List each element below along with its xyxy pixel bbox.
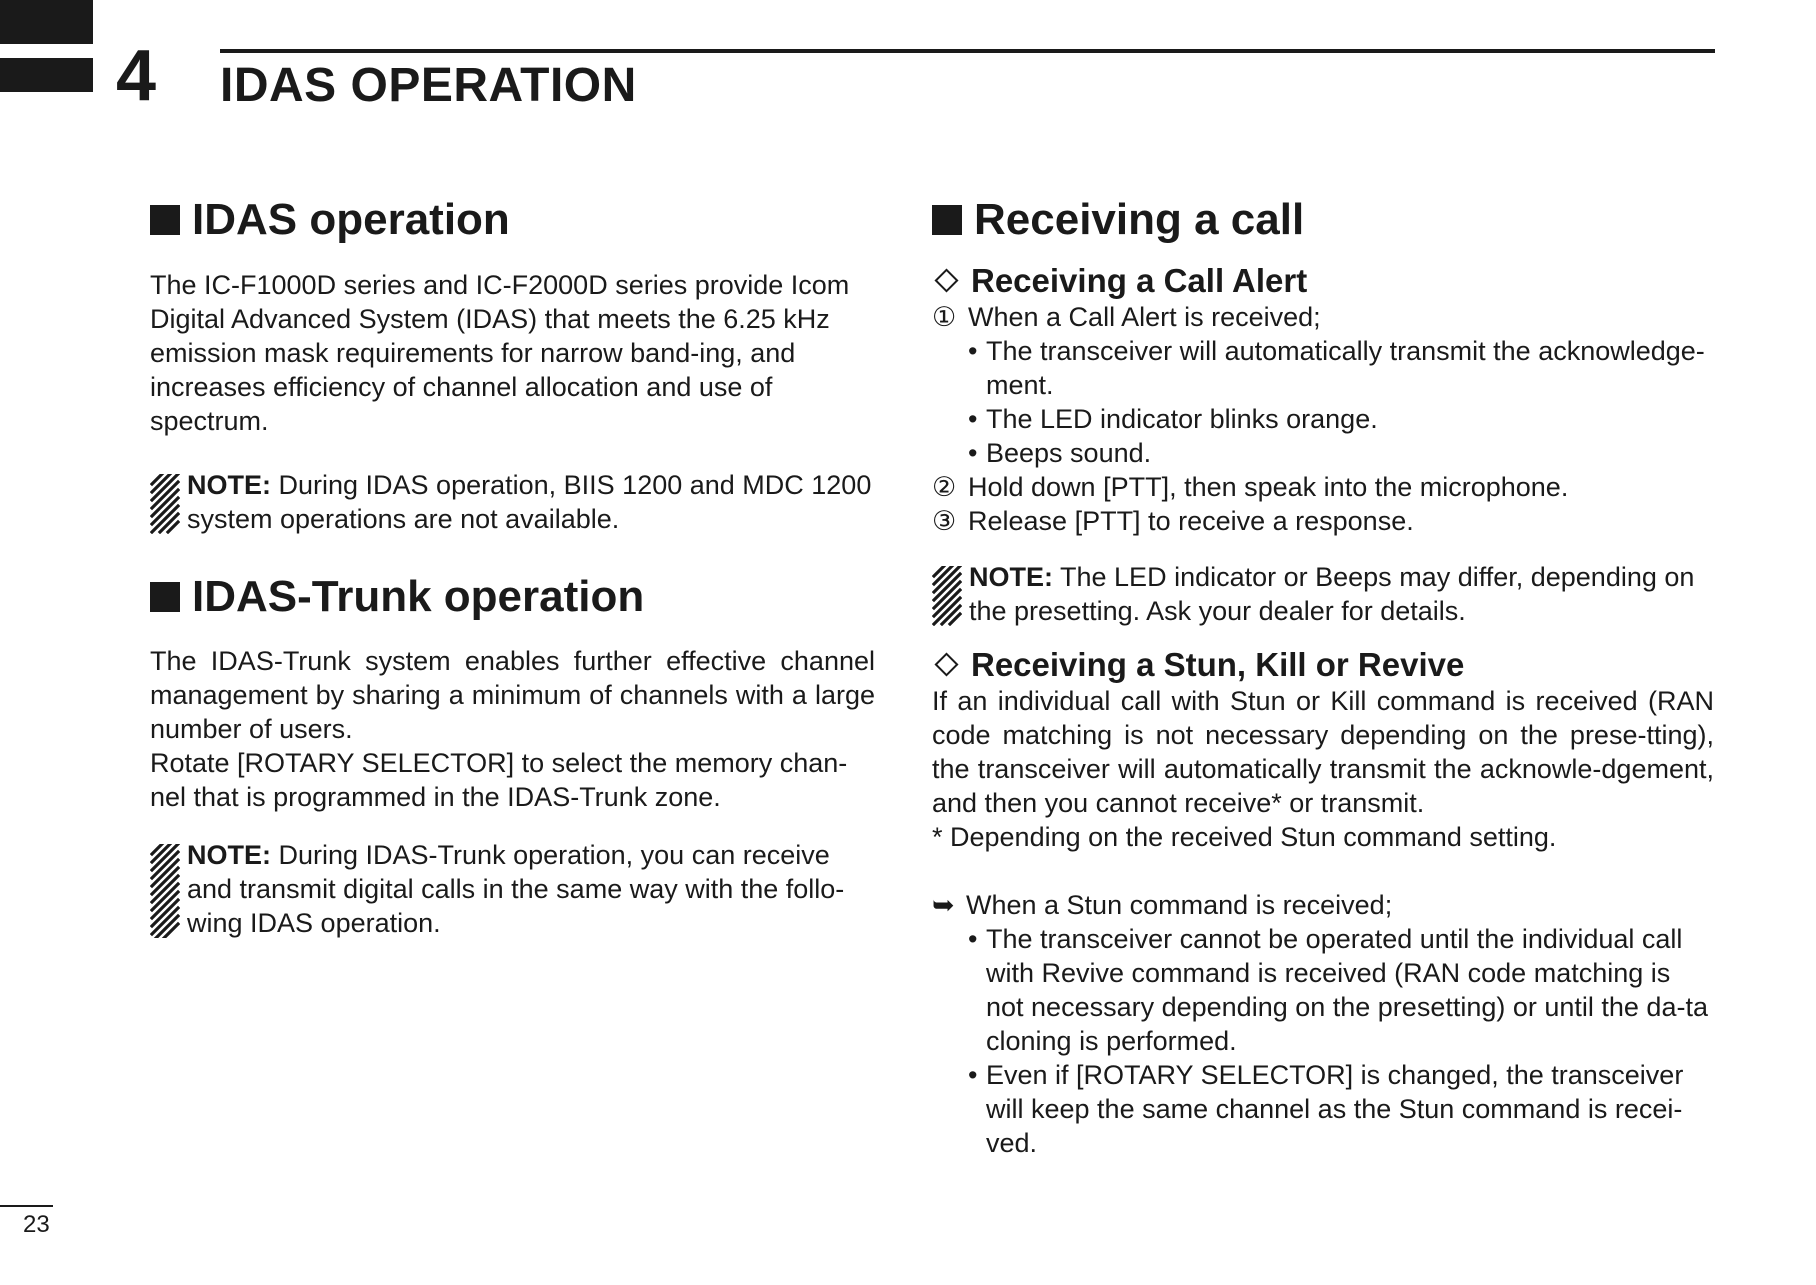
- note-label: NOTE:: [187, 469, 271, 500]
- step-1: [932, 300, 1714, 334]
- list-item: • Even if [ROTARY SELECTOR] is changed, the transceiver will keep the same channel as the Stun command is recei-ved.: [932, 1058, 1714, 1160]
- trunk-description: The IDAS-Trunk system enables further effective channel management by sharing a minimum of channels with a large number of users.: [150, 646, 875, 745]
- arrow-icon: ➥: [932, 889, 955, 920]
- trunk-instruction: Rotate [ROTARY SELECTOR] to select the memory chan-nel that is programmed in the IDAS-Trunk zone.: [150, 748, 848, 813]
- note-text: During IDAS operation, BIIS 1200 and MDC 1200 system operations are not available.: [187, 469, 872, 534]
- list-item: • The LED indicator blinks orange.: [968, 403, 1378, 434]
- step-2: [932, 470, 1714, 504]
- black-square-icon: [150, 582, 180, 612]
- chapter-tab-block-lower: [0, 58, 93, 92]
- subheading-call-alert: [932, 262, 1714, 300]
- subheading-stun-kill-revive: [932, 646, 1714, 684]
- right-column: [932, 195, 1714, 1160]
- list-item-text: The transceiver will automatically transmit the acknowledge-ment.: [986, 335, 1705, 400]
- note-text: During IDAS-Trunk operation, you can receive and transmit digital calls in the same way with the follo-wing IDAS operation.: [187, 840, 845, 939]
- call-alert-note: [932, 560, 1714, 628]
- note-body: [187, 838, 875, 940]
- note-text: The LED indicator or Beeps may differ, depending on the presetting. Ask your dealer for details.: [969, 561, 1695, 626]
- note-hatch-icon: [932, 566, 962, 626]
- note-hatch-icon: [150, 844, 180, 938]
- diamond-icon: [934, 269, 958, 293]
- left-column: [150, 195, 875, 940]
- step-3: [932, 504, 1714, 538]
- note-label: NOTE:: [187, 840, 271, 871]
- section-heading-idas-trunk: [150, 572, 875, 623]
- footer-rule: [0, 1205, 53, 1207]
- section-heading-idas: [150, 195, 875, 246]
- stun-description: If an individual call with Stun or Kill command is received (RAN code matching is not necessary depending on the prese-tting), the transceiver will automatically transmit the acknowle-dgement, and then you cannot receive* or transmit.: [932, 685, 1714, 818]
- step-number: ②: [932, 471, 957, 502]
- section-heading-receiving-call: [932, 195, 1714, 246]
- idas-note: [150, 468, 875, 536]
- step-text: Hold down [PTT], then speak into the microphone.: [968, 471, 1569, 502]
- section-heading-text: IDAS operation: [192, 195, 510, 244]
- subheading-text: Receiving a Call Alert: [971, 261, 1308, 299]
- list-item: • Beeps sound.: [968, 437, 1152, 468]
- black-square-icon: [932, 205, 962, 235]
- trunk-note: [150, 838, 875, 940]
- note-body: [969, 560, 1714, 628]
- black-square-icon: [150, 205, 180, 235]
- note-label: NOTE:: [969, 561, 1053, 592]
- chapter-tab-block: [0, 0, 93, 44]
- section-heading-text: IDAS-Trunk operation: [192, 571, 645, 621]
- list-item-text: Even if [ROTARY SELECTOR] is changed, the transceiver will keep the same channel as the Stun command is recei-ved.: [986, 1059, 1684, 1158]
- diamond-icon: [934, 653, 958, 677]
- idas-description: The IC-F1000D series and IC-F2000D series provide Icom Digital Advanced System (IDAS) that meets the 6.25 kHz emission mask requirements for narrow band-ing, and increases efficiency of channel allocation and use of spectrum.: [150, 269, 850, 436]
- chapter-title: IDAS OPERATION: [220, 59, 637, 112]
- step-text: Release [PTT] to receive a response.: [968, 505, 1414, 536]
- note-body: [187, 468, 875, 536]
- section-heading-text: Receiving a call: [974, 195, 1305, 244]
- list-item: • The transceiver will automatically transmit the acknowledge-ment.: [932, 334, 1714, 402]
- step-number: ①: [932, 301, 957, 332]
- list-item: • The transceiver cannot be operated until the individual call with Revive command is received (RAN code matching is not necessary depending on the presetting) or until the da-ta cloning is performed.: [932, 922, 1714, 1058]
- list-item-text: The LED indicator blinks orange.: [986, 403, 1378, 434]
- note-hatch-icon: [150, 474, 180, 534]
- chapter-number: 4: [116, 36, 157, 116]
- stun-footnote: * Depending on the received Stun command setting.: [932, 821, 1557, 852]
- list-item-text: The transceiver cannot be operated until the individual call with Revive command is received (RAN code matching is not necessary depending on the presetting) or until the da-ta cloning is performed.: [986, 923, 1708, 1056]
- step-number: ③: [932, 505, 957, 536]
- header-rule: [220, 49, 1715, 53]
- stun-received-item: [932, 888, 1714, 922]
- page-number: 23: [23, 1211, 50, 1238]
- step-text: When a Call Alert is received;: [968, 301, 1321, 332]
- arrow-item-text: When a Stun command is received;: [966, 889, 1393, 920]
- list-item-text: Beeps sound.: [986, 437, 1152, 468]
- subheading-text: Receiving a Stun, Kill or Revive: [971, 645, 1465, 683]
